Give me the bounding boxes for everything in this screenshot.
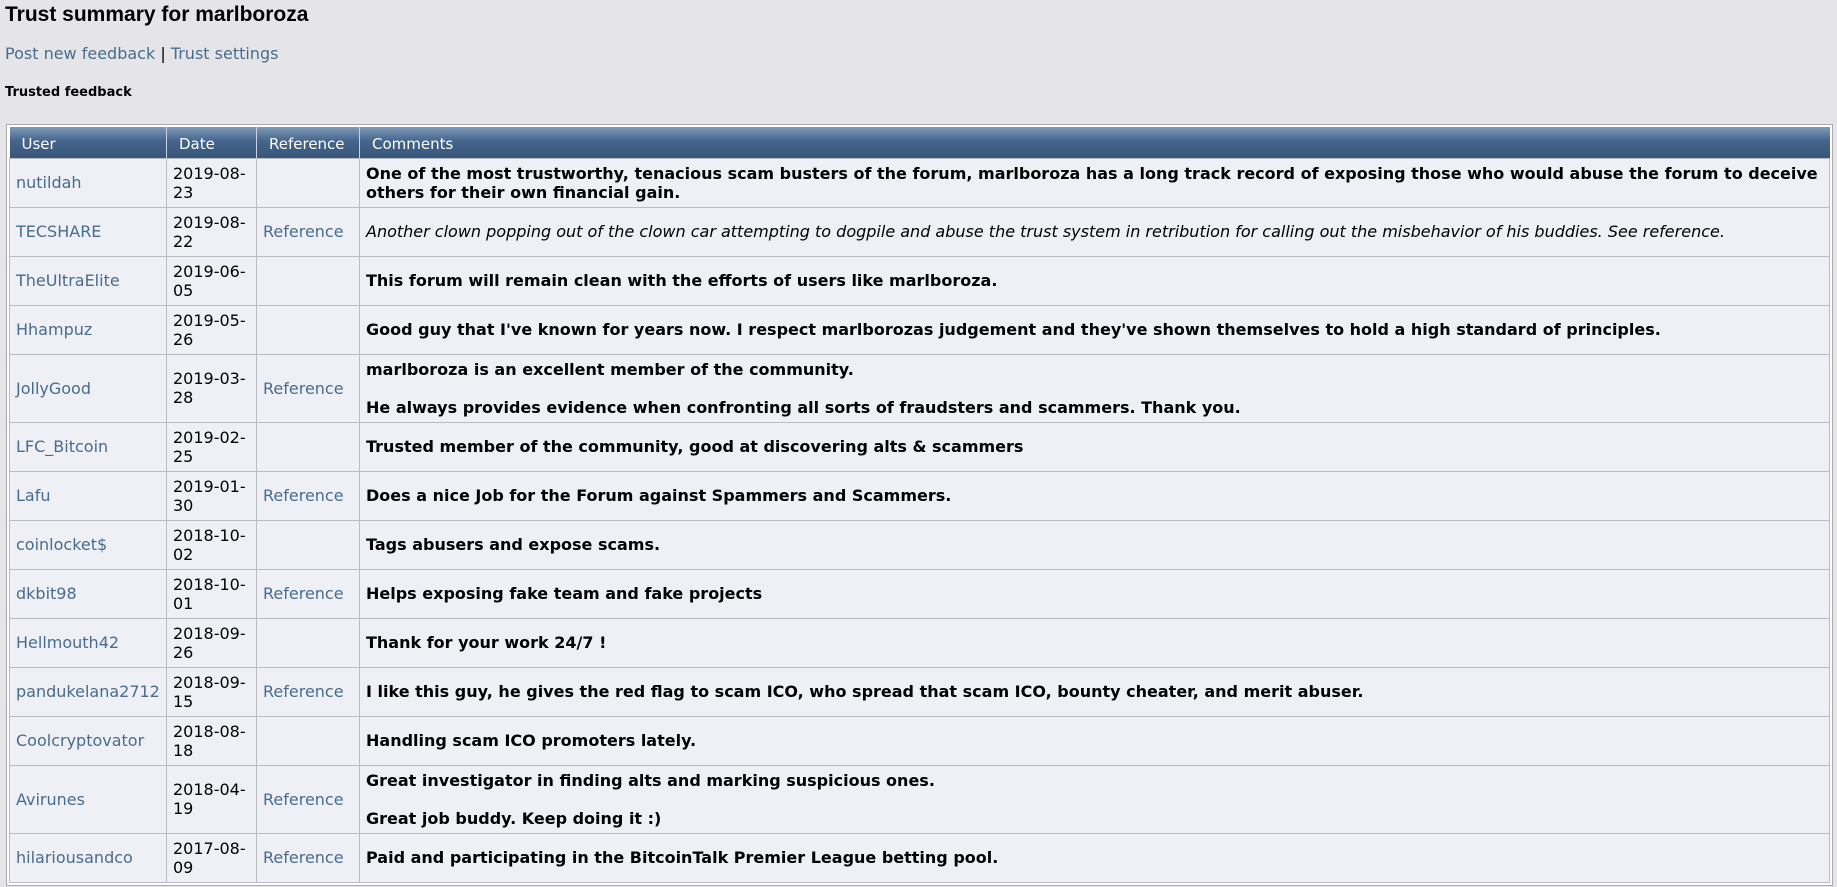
user-cell [10, 354, 167, 422]
date-cell: 2018-04-19 [167, 765, 257, 833]
user-link[interactable]: Hellmouth42 [16, 633, 120, 652]
comment-cell [360, 305, 1830, 354]
reference-cell [257, 471, 360, 520]
comment-text: One of the most trustworthy, tenacious scam busters of the forum, marlboroza has a long track record of exposing those who would abuse the forum to deceive others for their own financial gain. [366, 163, 1818, 202]
comment-cell [360, 256, 1830, 305]
table-row [10, 520, 1830, 569]
user-cell [10, 716, 167, 765]
user-cell [10, 667, 167, 716]
comment-text: Trusted member of the community, good at discovering alts & scammers [366, 437, 1024, 456]
reference-link[interactable]: Reference [263, 682, 344, 701]
comment-text: marlboroza is an excellent member of the community. [366, 359, 854, 379]
comment-cell [360, 618, 1830, 667]
trust-settings-link[interactable]: Trust settings [170, 44, 279, 63]
user-link[interactable]: Coolcryptovator [16, 731, 145, 750]
reference-cell [257, 833, 360, 882]
reference-cell [257, 716, 360, 765]
date-cell: 2019-01-30 [167, 471, 257, 520]
post-new-feedback-link[interactable]: Post new feedback [5, 44, 156, 63]
table-header-row [10, 127, 1830, 158]
table-row [10, 207, 1830, 256]
date-cell: 2018-10-01 [167, 569, 257, 618]
date-cell: 2019-08-23 [167, 158, 257, 207]
table-row [10, 667, 1830, 716]
table-row [10, 256, 1830, 305]
comment-cell [360, 765, 1830, 833]
reference-link[interactable]: Reference [263, 848, 344, 867]
user-link[interactable]: pandukelana2712 [16, 682, 160, 701]
reference-cell [257, 422, 360, 471]
comment-cell [360, 207, 1830, 256]
user-cell [10, 471, 167, 520]
date-cell: 2018-09-26 [167, 618, 257, 667]
date-cell: 2018-08-18 [167, 716, 257, 765]
user-link[interactable]: JollyGood [16, 378, 91, 398]
reference-cell [257, 569, 360, 618]
user-link[interactable]: LFC_Bitcoin [16, 437, 109, 456]
date-cell: 2019-08-22 [167, 207, 257, 256]
trusted-feedback-heading: Trusted feedback [5, 85, 132, 100]
date-cell: 2019-02-25 [167, 422, 257, 471]
comment-cell [360, 716, 1830, 765]
reference-link[interactable]: Reference [263, 222, 344, 241]
feedback-table-body [10, 158, 1830, 882]
user-link[interactable]: Hhampuz [16, 320, 93, 339]
user-link[interactable]: TheUltraElite [16, 271, 120, 290]
comment-text: Great job buddy. Keep doing it :) [366, 808, 662, 828]
table-row [10, 569, 1830, 618]
table-row [10, 618, 1830, 667]
user-cell [10, 618, 167, 667]
comment-cell [360, 354, 1830, 422]
comment-text: Paid and participating in the BitcoinTalk Premier League betting pool. [366, 848, 999, 867]
comment-text: Tags abusers and expose scams. [366, 535, 661, 554]
comment-cell [360, 158, 1830, 207]
reference-link[interactable]: Reference [263, 789, 344, 809]
feedback-table [9, 127, 1830, 883]
comment-text: Good guy that I've known for years now. I respect marlborozas judgement and they've shown themselves to hold a high standard of principles. [366, 320, 1661, 339]
comment-text: I like this guy, he gives the red flag to scam ICO, who spread that scam ICO, bounty cheater, and merit abuser. [366, 682, 1364, 701]
column-header-comments: Comments [360, 127, 1830, 158]
comment-text: Does a nice Job for the Forum against Spammers and Scammers. [366, 486, 952, 505]
comment-cell [360, 833, 1830, 882]
reference-cell [257, 520, 360, 569]
reference-link[interactable]: Reference [263, 378, 344, 398]
user-link[interactable]: TECSHARE [16, 222, 102, 241]
date-cell: 2019-05-26 [167, 305, 257, 354]
comment-cell [360, 471, 1830, 520]
user-cell [10, 207, 167, 256]
comment-text: Great investigator in finding alts and marking suspicious ones. [366, 770, 935, 790]
comment-text: Handling scam ICO promoters lately. [366, 731, 697, 750]
user-cell [10, 765, 167, 833]
column-header-user: User [10, 127, 167, 158]
comment-text: Thank for your work 24/7 ! [366, 633, 607, 652]
comment-cell [360, 667, 1830, 716]
reference-cell [257, 354, 360, 422]
reference-cell [257, 765, 360, 833]
comment-cell [360, 520, 1830, 569]
reference-cell [257, 158, 360, 207]
user-cell [10, 833, 167, 882]
feedback-table-container [6, 124, 1833, 886]
table-row [10, 471, 1830, 520]
reference-cell [257, 667, 360, 716]
comment-text: He always provides evidence when confronting all sorts of fraudsters and scammers. Thank you. [366, 397, 1241, 417]
reference-cell [257, 256, 360, 305]
table-row [10, 833, 1830, 882]
user-cell [10, 305, 167, 354]
user-link[interactable]: dkbit98 [16, 584, 77, 603]
link-separator: | [160, 44, 166, 63]
user-cell [10, 569, 167, 618]
user-link[interactable]: Avirunes [16, 789, 85, 809]
table-row [10, 305, 1830, 354]
user-link[interactable]: nutildah [16, 173, 82, 192]
user-cell [10, 256, 167, 305]
date-cell: 2019-03-28 [167, 354, 257, 422]
date-cell: 2019-06-05 [167, 256, 257, 305]
table-row [10, 765, 1830, 833]
user-link[interactable]: Lafu [16, 486, 51, 505]
user-cell [10, 520, 167, 569]
date-cell: 2017-08-09 [167, 833, 257, 882]
comment-cell [360, 569, 1830, 618]
reference-cell [257, 207, 360, 256]
table-row [10, 158, 1830, 207]
comment-text: Helps exposing fake team and fake projects [366, 584, 763, 603]
action-links [5, 44, 278, 64]
user-link[interactable]: coinlocket$ [16, 535, 108, 554]
table-row [10, 422, 1830, 471]
reference-link[interactable]: Reference [263, 584, 344, 603]
column-header-date: Date [167, 127, 257, 158]
table-row [10, 716, 1830, 765]
column-header-reference: Reference [257, 127, 360, 158]
user-cell [10, 158, 167, 207]
comment-text: This forum will remain clean with the efforts of users like marlboroza. [366, 271, 998, 290]
date-cell: 2018-09-15 [167, 667, 257, 716]
comment-text: Another clown popping out of the clown car attempting to dogpile and abuse the trust system in retribution for calling out the misbehavior of his buddies. See reference. [366, 222, 1725, 241]
table-row [10, 354, 1830, 422]
page-title: Trust summary for marlboroza [5, 3, 309, 26]
reference-link[interactable]: Reference [263, 486, 344, 505]
comment-cell [360, 422, 1830, 471]
user-cell [10, 422, 167, 471]
date-cell: 2018-10-02 [167, 520, 257, 569]
user-link[interactable]: hilariousandco [16, 848, 133, 867]
reference-cell [257, 618, 360, 667]
reference-cell [257, 305, 360, 354]
